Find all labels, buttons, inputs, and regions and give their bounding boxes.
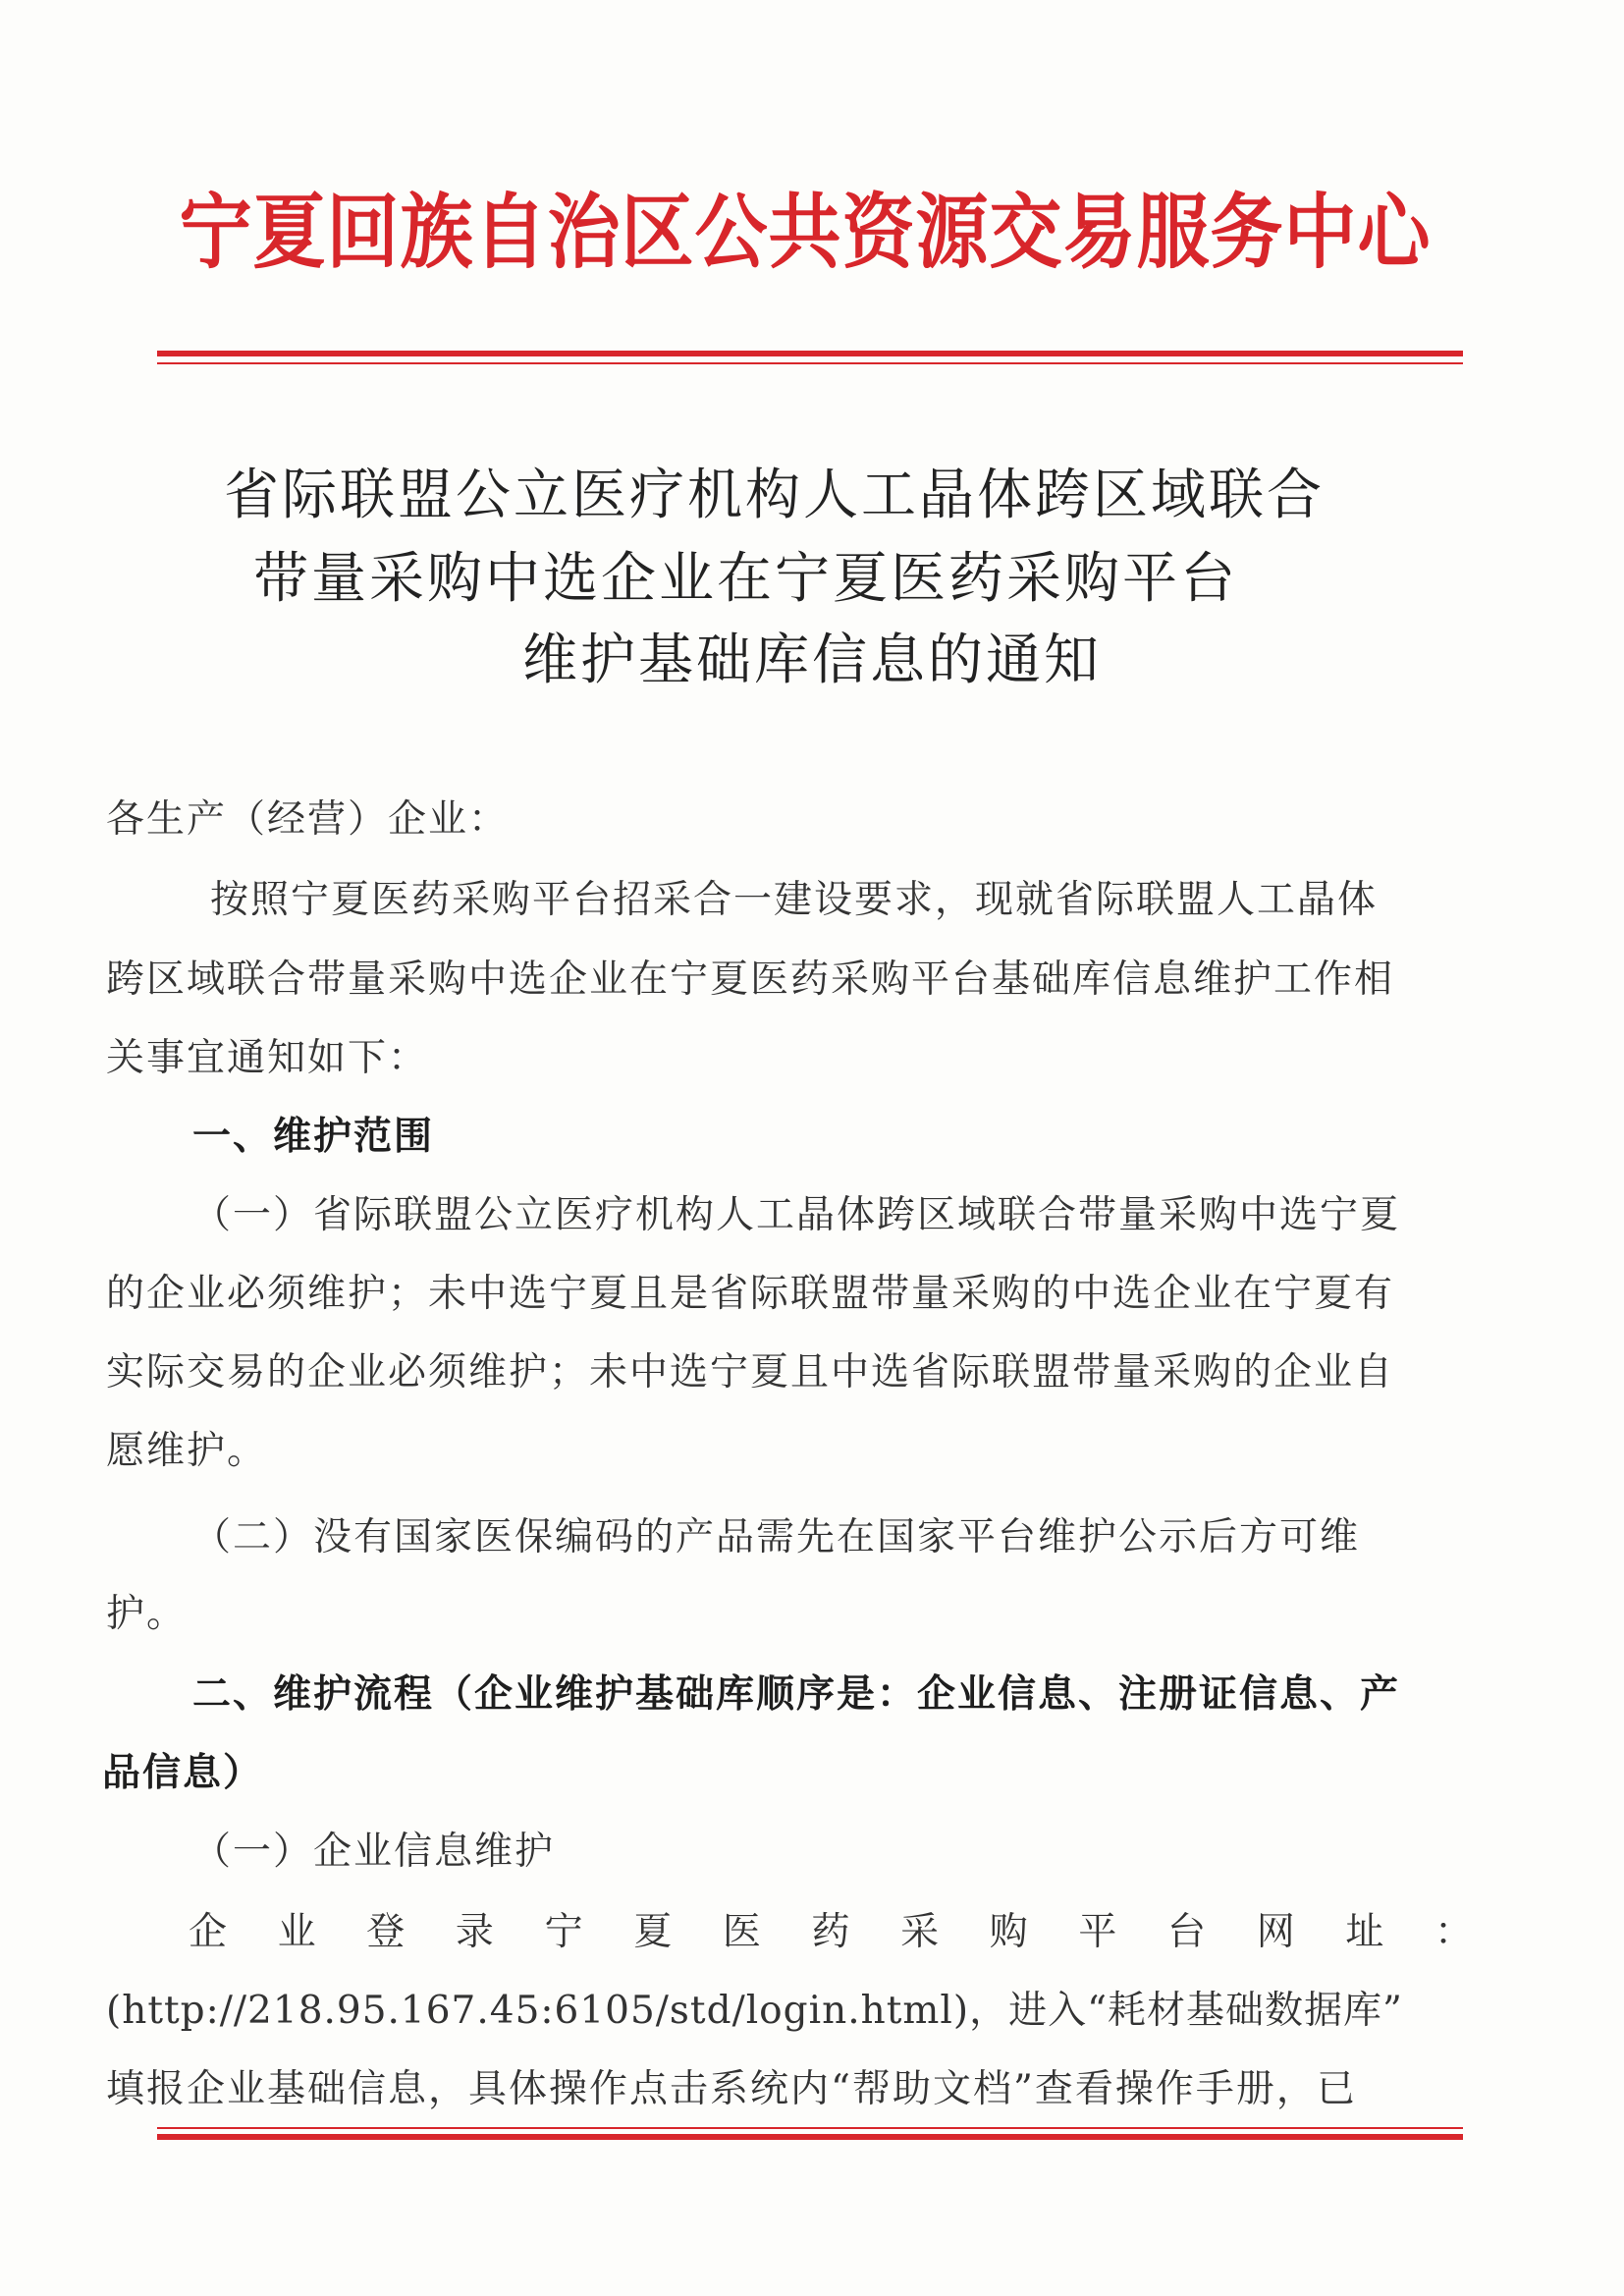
letterhead-org-name: 宁夏回族自治区公共资源交易服务中心 bbox=[179, 185, 1432, 281]
spread-char: 业 bbox=[277, 1910, 316, 1954]
document-title-line-3: 维护基础库信息的通知 bbox=[522, 629, 1102, 692]
spread-char: 医 bbox=[722, 1910, 761, 1954]
spread-char: 平 bbox=[1078, 1910, 1117, 1954]
section-1-item-1-line-4: 愿维护。 bbox=[106, 1429, 268, 1473]
spread-char: 录 bbox=[455, 1910, 494, 1954]
section-1-heading: 一、维护范围 bbox=[192, 1115, 435, 1159]
section-1-item-1-line-1: （一）省际联盟公立医疗机构人工晶体跨区域联合带量采购中选宁夏 bbox=[192, 1193, 1401, 1237]
spread-char: 采 bbox=[900, 1910, 940, 1954]
spread-char: 登 bbox=[366, 1910, 406, 1954]
section-2-item-1-url-line: (http://218.95.167.45:6105/std/login.html)，进入“耗材基础数据库” bbox=[106, 1989, 1403, 2033]
intro-line-2: 跨区域联合带量采购中选企业在宁夏医药采购平台基础库信息维护工作相 bbox=[106, 957, 1395, 1002]
section-2-item-1-line-1 bbox=[189, 1910, 1473, 1954]
letterhead-rule-thin bbox=[157, 362, 1463, 364]
letterhead-rule-thick bbox=[157, 351, 1463, 356]
spread-char: 宁 bbox=[544, 1910, 583, 1954]
document-title-line-2: 带量采购中选企业在宁夏医药采购平台 bbox=[253, 547, 1238, 611]
footer-rule-thick bbox=[157, 2134, 1463, 2140]
spread-char: 址 bbox=[1345, 1910, 1384, 1954]
section-2-item-1-line-3: 填报企业基础信息，具体操作点击系统内“帮助文档”查看操作手册，已 bbox=[106, 2067, 1357, 2111]
footer-rule-thin bbox=[157, 2127, 1463, 2129]
section-1-item-2-line-1: （二）没有国家医保编码的产品需先在国家平台维护公示后方可维 bbox=[192, 1515, 1361, 1559]
spread-char: ： bbox=[1434, 1910, 1473, 1954]
intro-line-1: 按照宁夏医药采购平台招采合一建设要求，现就省际联盟人工晶体 bbox=[210, 878, 1379, 922]
spread-char: 台 bbox=[1167, 1910, 1207, 1954]
section-2-heading-line-2: 品信息） bbox=[102, 1751, 264, 1795]
document-title-line-1: 省际联盟公立医疗机构人工晶体跨区域联合 bbox=[224, 464, 1325, 527]
spread-char: 药 bbox=[811, 1910, 850, 1954]
section-1-item-2-line-2: 护。 bbox=[106, 1592, 188, 1636]
section-1-item-1-line-3: 实际交易的企业必须维护；未中选宁夏且中选省际联盟带量采购的企业自 bbox=[106, 1350, 1395, 1394]
spread-char: 网 bbox=[1256, 1910, 1295, 1954]
spread-char: 企 bbox=[189, 1910, 228, 1954]
salutation: 各生产（经营）企业： bbox=[106, 797, 510, 842]
section-2-heading-line-1: 二、维护流程（企业维护基础库顺序是：企业信息、注册证信息、产 bbox=[192, 1672, 1401, 1717]
intro-line-3: 关事宜通知如下： bbox=[106, 1036, 429, 1080]
spread-char: 夏 bbox=[633, 1910, 673, 1954]
spread-char: 购 bbox=[989, 1910, 1028, 1954]
section-1-item-1-line-2: 的企业必须维护；未中选宁夏且是省际联盟带量采购的中选企业在宁夏有 bbox=[106, 1272, 1395, 1316]
section-2-item-1-heading: （一）企业信息维护 bbox=[192, 1830, 556, 1874]
